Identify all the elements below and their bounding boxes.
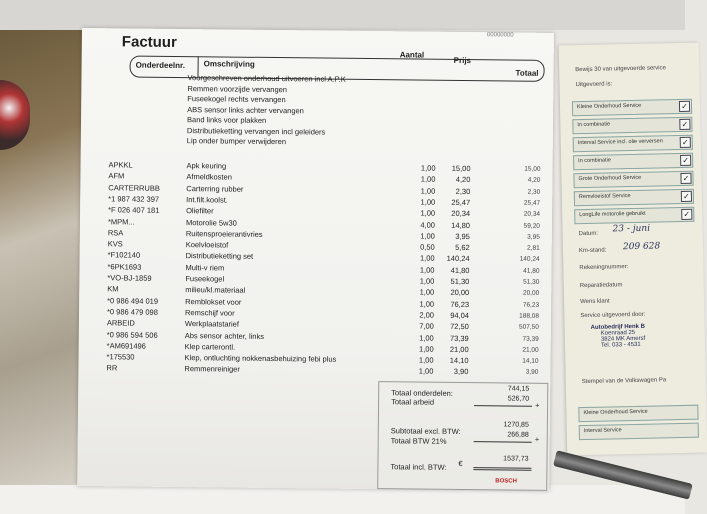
checkbox-icon: ✓ [681,209,692,220]
item-total: 21,00 [522,346,539,354]
vat-label: Totaal BTW 21% [390,436,447,446]
km-label: Km-stand: [578,247,607,255]
item-desc: Fuseekogel [185,274,225,284]
item-price: 41,80 [450,265,470,275]
work-line: Band links voor plakken [186,115,267,125]
item-code: *MPM... [107,216,135,227]
plus-sign: + [534,434,540,444]
currency-symbol: € [458,458,463,469]
item-desc: Carterring rubber [186,183,244,194]
item-code: KVS [107,239,123,249]
item-desc: Distributieketting set [185,251,254,262]
item-desc: Werkplaatstarief [184,319,240,329]
item-price: 20,00 [450,288,470,298]
parts-total-value: 744,15 [507,385,530,393]
item-price: 4,20 [455,175,471,185]
col-total-header: Totaal [515,68,539,78]
stamp-line: 3824 MK Amersf [600,335,646,343]
bottom-row-label: Interval Service [583,427,622,435]
item-qty: 1,00 [419,299,435,309]
item-price: 15,00 [451,163,471,174]
item-qty: 7,00 [419,321,434,331]
item-code: ARBEID [106,318,135,328]
item-code: *175530 [106,352,135,362]
checkbox-icon: ✓ [679,101,690,112]
subtotal-label: Subtotaal excl. BTW: [390,426,461,436]
item-desc: Afmeldkosten [186,172,232,182]
item-price: 25,47 [451,197,471,207]
grand-total-label: Totaal incl. BTW: [390,462,447,472]
item-desc: Remmenreiniger [184,364,240,375]
item-qty: 1,00 [418,366,434,377]
date-handwritten: 23 - juni [612,223,651,235]
stamp-line: Tel. 033 - 4531 [600,341,641,349]
item-code: APKKL [108,160,133,170]
item-code: *AM691496 [106,341,146,351]
checkbox-icon: ✓ [680,173,691,184]
vat-value: 266,88 [507,431,529,439]
booklet-row-label: Grote Onderhoud Service [578,174,642,183]
invoice-corner-number: 00000000 [486,32,514,39]
item-price: 51,30 [450,276,470,287]
checkbox-icon: ✓ [679,119,690,130]
booklet-col-label: Uitgevoerd is: [575,81,613,89]
item-qty: 1,00 [419,287,435,297]
booklet-row-label: In combinatie [578,157,611,165]
item-total: 41,80 [523,267,540,275]
item-total: 507,50 [518,323,539,331]
work-line: Fuseekogel rechts vervangen [187,94,286,105]
item-qty: 1,00 [420,163,436,173]
booklet-row-label: Interval Service incl. olie verversen [577,138,663,147]
item-code: *0 986 594 506 [106,329,158,340]
item-total: 2,30 [527,188,541,196]
item-price: 72,50 [450,322,469,332]
item-qty: 1,00 [420,197,436,207]
item-code: *1 987 432 397 [108,194,160,204]
parts-total-label: Totaal onderdelen: [391,388,453,398]
bottom-check-row [578,405,698,423]
item-qty: 1,00 [419,344,434,354]
stamp-note: Stempel van de Volkswagen Pa [581,377,667,386]
item-code: RSA [107,228,124,238]
item-code: RR [106,363,118,373]
item-desc: Abs sensor achter, links [184,330,265,341]
booklet-check-row [574,207,694,225]
item-price: 73,39 [449,333,469,343]
item-qty: 1,00 [420,208,436,218]
background-top [0,0,685,30]
item-price: 5,62 [455,243,470,253]
item-total: 140,24 [519,255,540,264]
col-price-header: Prijs [453,55,472,66]
item-price: 140,24 [446,254,470,264]
labor-total-label: Totaal arbeid [391,397,435,407]
item-price: 21,00 [449,344,469,354]
item-desc: Apk keuring [186,161,227,171]
item-desc: Multi-v riem [185,262,225,273]
col-code-header: Onderdeelnr. [135,60,186,71]
item-total: 188,08 [519,312,540,320]
invoice-title: Factuur [121,33,177,51]
bosch-logo: BOSCH [495,478,517,485]
booklet-row-label: LongLife motorolie gebruikt [579,210,646,219]
item-total: 59,20 [523,222,540,230]
work-line: Remmen voorzijde vervangen [187,83,288,94]
item-qty: 1,00 [419,276,435,286]
invoice-sheet [77,28,554,491]
item-code: *6PK1693 [107,261,142,272]
booklet-row-label: In combinatie [577,121,611,129]
work-line: ABS sensor links achter vervangen [187,104,304,115]
item-qty: 1,00 [420,186,436,196]
item-total: 3,95 [527,233,540,241]
work-line: Lip onder bumper verwijderen [186,136,287,147]
booklet-check-row [573,135,693,153]
item-qty: 2,00 [419,310,435,320]
customer-wish-label: Wens klant [580,298,610,306]
subtotal-value: 1270,85 [503,421,529,429]
item-code: KM [107,284,119,294]
item-code: *0 986 494 019 [107,295,159,306]
stamp-line: Autobedrijf Henk B [590,323,646,331]
item-desc: Ruitensproeierantivries [185,228,263,239]
booklet-check-row [572,117,692,135]
item-price: 14,10 [449,355,469,366]
service-by-label: Service uitgevoerd door: [580,311,646,320]
item-total: 25,47 [523,199,541,207]
plus-sign: + [535,400,540,410]
item-desc: Klep carterontl. [184,341,236,352]
item-desc: Remschijf voor [184,307,235,318]
checkbox-icon: ✓ [681,191,692,202]
grand-total-value: 1537,73 [503,455,529,463]
invoice-number-label: Rekeningnummer: [579,264,629,272]
item-total: 3,90 [525,369,539,377]
booklet-check-row [574,189,694,207]
item-total: 4,20 [527,176,541,185]
double-underline [473,469,531,471]
item-qty: 1,00 [418,355,434,365]
item-total: 76,23 [522,301,540,309]
booklet-row-label: Remvloeistof Service [578,193,631,201]
labor-total-value: 526,70 [507,395,530,403]
checkbox-icon: ✓ [680,137,691,148]
booklet-check-row [572,99,692,117]
dealer-stamp [591,323,702,371]
item-price: 14,80 [451,220,471,230]
booklet-header: Bewijs 30 van uitgevoerde service [575,65,667,74]
item-desc: milieu/kl.materiaal [185,285,246,296]
item-desc: Motorolie 5w30 [185,217,237,228]
item-desc: Oliefilter [186,206,214,216]
item-qty: 1,00 [419,265,435,275]
item-desc: Koelvloeistof [185,240,229,250]
item-price: 76,23 [450,299,470,309]
booklet-check-row [573,171,693,189]
item-price: 94,04 [450,310,470,320]
item-total: 2,81 [527,244,540,252]
item-qty: 1,00 [419,333,434,343]
item-code: *F 026 407 181 [108,205,160,216]
bottom-row-label: Kleine Onderhoud Service [583,408,648,417]
item-qty: 0,50 [420,242,435,252]
item-desc: Klep, ontluchting nokkenasbehuizing febi plus [184,353,337,364]
item-code: *0 986 479 098 [106,307,158,317]
item-code: CARTERRUBB [108,182,160,193]
item-code: *VO-BJ-1859 [107,273,152,283]
totals-box [377,381,548,491]
bottom-check-row [579,423,699,441]
col-qty-header: Aantal [399,50,425,60]
item-total: 15,00 [524,165,541,173]
item-qty: 1,00 [419,253,435,264]
checkbox-icon: ✓ [680,155,691,166]
item-price: 2,30 [455,186,471,196]
item-price: 3,90 [453,367,469,377]
underline [474,405,532,407]
item-qty: 1,00 [420,231,435,241]
service-booklet [559,43,707,456]
item-price: 20,34 [451,209,471,219]
item-code: AFM [108,171,125,181]
booklet-row-label: Kleine Onderhoud Service [576,102,642,111]
work-line: Distributieketting vervangen incl geleiders [186,125,326,137]
col-desc-header: Omschrijving [203,59,255,69]
item-total: 20,00 [522,289,540,298]
item-total: 14,10 [522,357,539,365]
date-label: Datum: [578,230,599,238]
item-desc: Remblokset voor [185,296,242,307]
item-price: 3,95 [455,231,470,241]
item-desc: Int.filt.koolst. [186,194,228,205]
work-line: Voorgeschreven onderhoud uitvoeren incl A.P.K [187,73,346,84]
repairs-label: Reparatiedatum [579,282,623,290]
background-bottom [0,485,685,514]
item-total: 20,34 [523,210,541,218]
item-total: 73,39 [522,335,539,343]
booklet-check-row [573,153,693,171]
item-total: 51,30 [523,278,540,286]
item-qty: 4,00 [420,220,436,230]
km-handwritten: 209 628 [622,241,661,253]
stamp-line: Koenraad 25 [600,329,636,337]
item-code: *F102140 [107,250,141,261]
item-qty: 1,00 [420,174,436,185]
underline [474,441,532,443]
